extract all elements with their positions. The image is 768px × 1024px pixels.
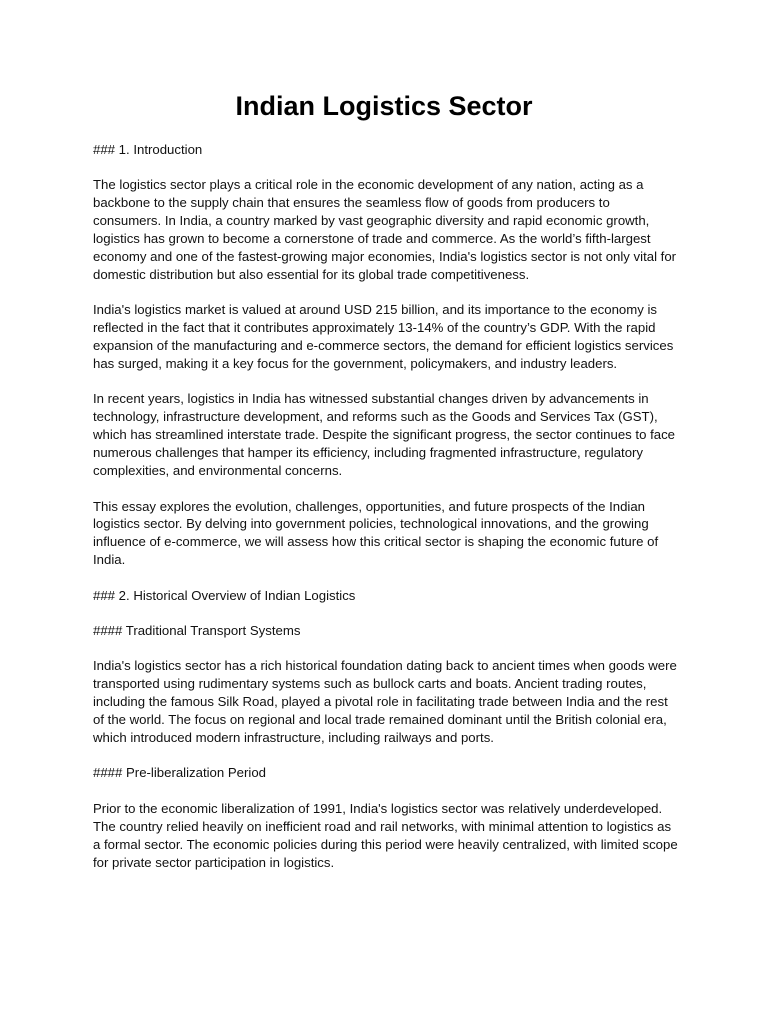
subsection-heading-pre-liberalization: #### Pre-liberalization Period xyxy=(93,765,267,781)
document-title: Indian Logistics Sector xyxy=(235,91,533,121)
document-body xyxy=(93,141,678,889)
subsection-heading-traditional-transport: #### Traditional Transport Systems xyxy=(93,623,301,639)
paragraph: In recent years, logistics in India has witnessed substantial changes driven by advancements in technology, infrastructure development, and reforms such as the Goods and Services Tax (GST), which has streamlined interstate trade. Despite the significant progress, the sector continues to face numerous challenges that hamper its efficiency, including fragmented infrastructure, regulatory complexities, and environmental concerns. xyxy=(93,391,676,479)
paragraph: This essay explores the evolution, challenges, opportunities, and future prospects of the Indian logistics sector. By delving into government policies, technological innovations, and the growing influence of e-commerce, we will assess how this critical sector is shaping the economic future of India. xyxy=(93,498,659,568)
paragraph: The logistics sector plays a critical role in the economic development of any nation, acting as a backbone to the supply chain that ensures the seamless flow of goods from producers to consumers. In India, a country marked by vast geographic diversity and rapid economic growth, logistics has grown to become a cornerstone of trade and commerce. As the world’s fifth-largest economy and one of the fastest-growing major economies, India's logistics sector is not only vital for domestic distribution but also essential for its global trade competitiveness. xyxy=(93,177,677,282)
section-heading-introduction: ### 1. Introduction xyxy=(93,142,203,157)
section-heading-historical-overview: ### 2. Historical Overview of Indian Logistics xyxy=(93,587,356,603)
paragraph: India's logistics market is valued at around USD 215 billion, and its importance to the economy is reflected in the fact that it contributes approximately 13-14% of the country’s GDP. With the rapid expansion of the manufacturing and e-commerce sectors, the demand for efficient logistics services has surged, making it a key focus for the government, policymakers, and industry leaders. xyxy=(93,302,674,372)
paragraph: India's logistics sector has a rich historical foundation dating back to ancient times when goods were transported using rudimentary systems such as bullock carts and boats. Ancient trading routes, including the famous Silk Road, played a pivotal role in facilitating trade between India and the rest of the world. The focus on regional and local trade remained dominant until the British colonial era, which introduced modern infrastructure, including railways and ports. xyxy=(93,658,677,746)
paragraph: Prior to the economic liberalization of 1991, India's logistics sector was relatively underdeveloped. The country relied heavily on inefficient road and rail networks, with minimal attention to logistics as a formal sector. The economic policies during this period were heavily centralized, with limited scope for private sector participation in logistics. xyxy=(93,800,678,870)
